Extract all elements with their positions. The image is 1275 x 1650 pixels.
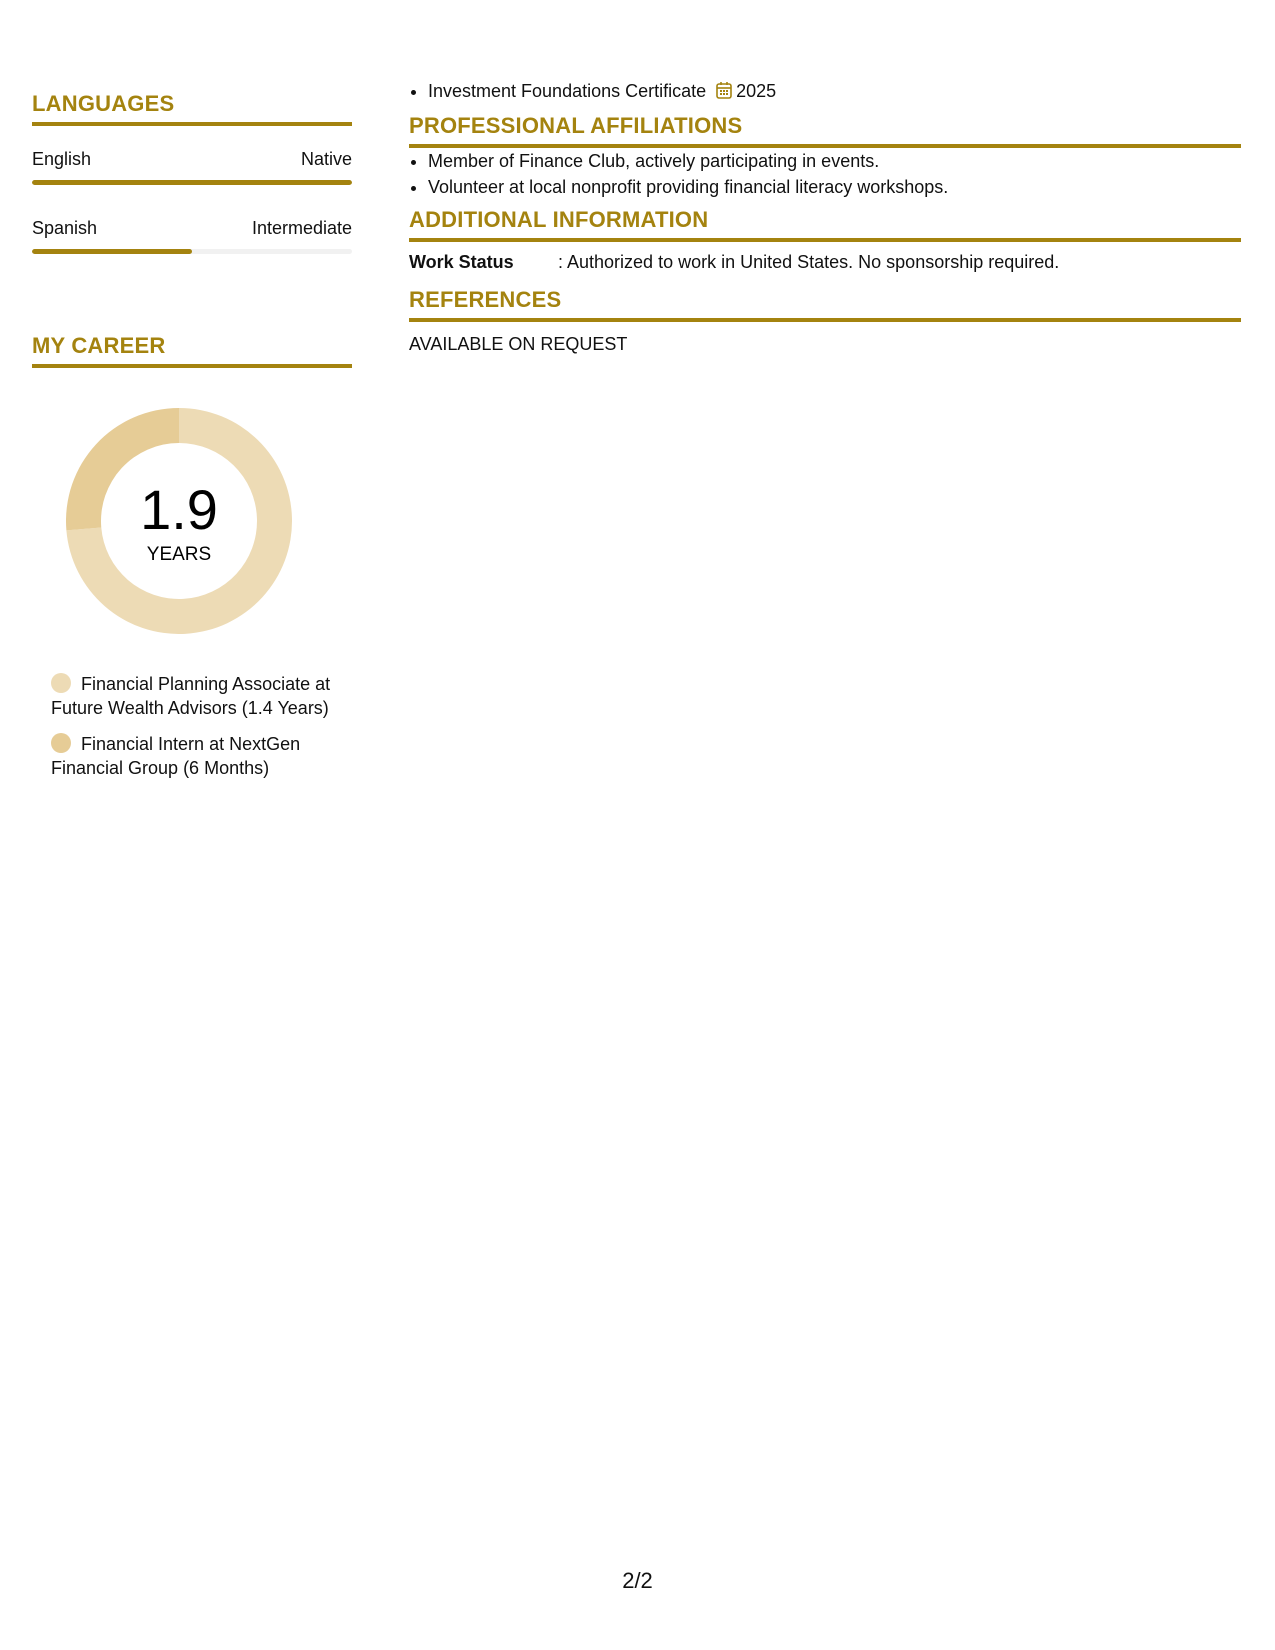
- languages-title: LANGUAGES: [32, 92, 352, 126]
- certifications-list: [409, 78, 1241, 106]
- language-proficiency-bar: [32, 249, 352, 254]
- certification-item: [428, 78, 1241, 106]
- left-column: [32, 92, 352, 792]
- certification-date: 2025: [736, 81, 777, 101]
- language-item: [32, 148, 352, 185]
- affiliations-list: [409, 148, 1241, 200]
- language-item: [32, 217, 352, 254]
- affiliation-item: • Volunteer at local nonprofit providing financial literacy workshops.: [428, 174, 1241, 200]
- additional-info-title: ADDITIONAL INFORMATION: [409, 208, 1241, 242]
- page-number: 2/2: [622, 1568, 653, 1593]
- additional-info-section: [409, 208, 1241, 274]
- language-proficiency-fill: [32, 180, 352, 185]
- work-status-row: [409, 250, 1241, 274]
- work-status-value: : Authorized to work in United States. No sponsorship required.: [558, 252, 1060, 272]
- language-proficiency-bar: [32, 180, 352, 185]
- language-level: Intermediate: [251, 218, 352, 238]
- references-section: [409, 288, 1241, 356]
- affiliations-section: [409, 114, 1241, 200]
- legend-dot: [51, 733, 71, 753]
- career-section: [32, 334, 352, 780]
- career-legend-item: [51, 732, 341, 780]
- legend-label: Financial Intern at NextGen Financial Group (6 Months): [51, 734, 301, 778]
- language-proficiency-fill: [32, 249, 192, 254]
- right-column: [409, 78, 1241, 356]
- language-name: Spanish: [32, 218, 98, 238]
- references-text: AVAILABLE ON REQUEST: [409, 334, 628, 354]
- references-title: REFERENCES: [409, 288, 1241, 322]
- language-level: Native: [300, 149, 352, 169]
- languages-section: [32, 92, 352, 254]
- career-total-unit: YEARS: [146, 544, 212, 565]
- certification-name: Investment Foundations Certificate: [428, 81, 707, 101]
- calendar-icon: [716, 80, 732, 106]
- career-legend-item: [51, 672, 341, 720]
- career-total-value: 1.9: [140, 478, 218, 541]
- affiliations-title: PROFESSIONAL AFFILIATIONS: [409, 114, 1241, 148]
- affiliation-item: • Member of Finance Club, actively participating in events.: [428, 148, 1241, 174]
- career-legend: [51, 672, 341, 780]
- career-donut-chart: [66, 408, 292, 634]
- work-status-label: Work Status: [409, 252, 514, 272]
- legend-label: Financial Planning Associate at Future Wealth Advisors (1.4 Years): [51, 674, 331, 718]
- language-name: English: [32, 149, 92, 169]
- career-title: MY CAREER: [32, 334, 352, 368]
- legend-dot: [51, 673, 71, 693]
